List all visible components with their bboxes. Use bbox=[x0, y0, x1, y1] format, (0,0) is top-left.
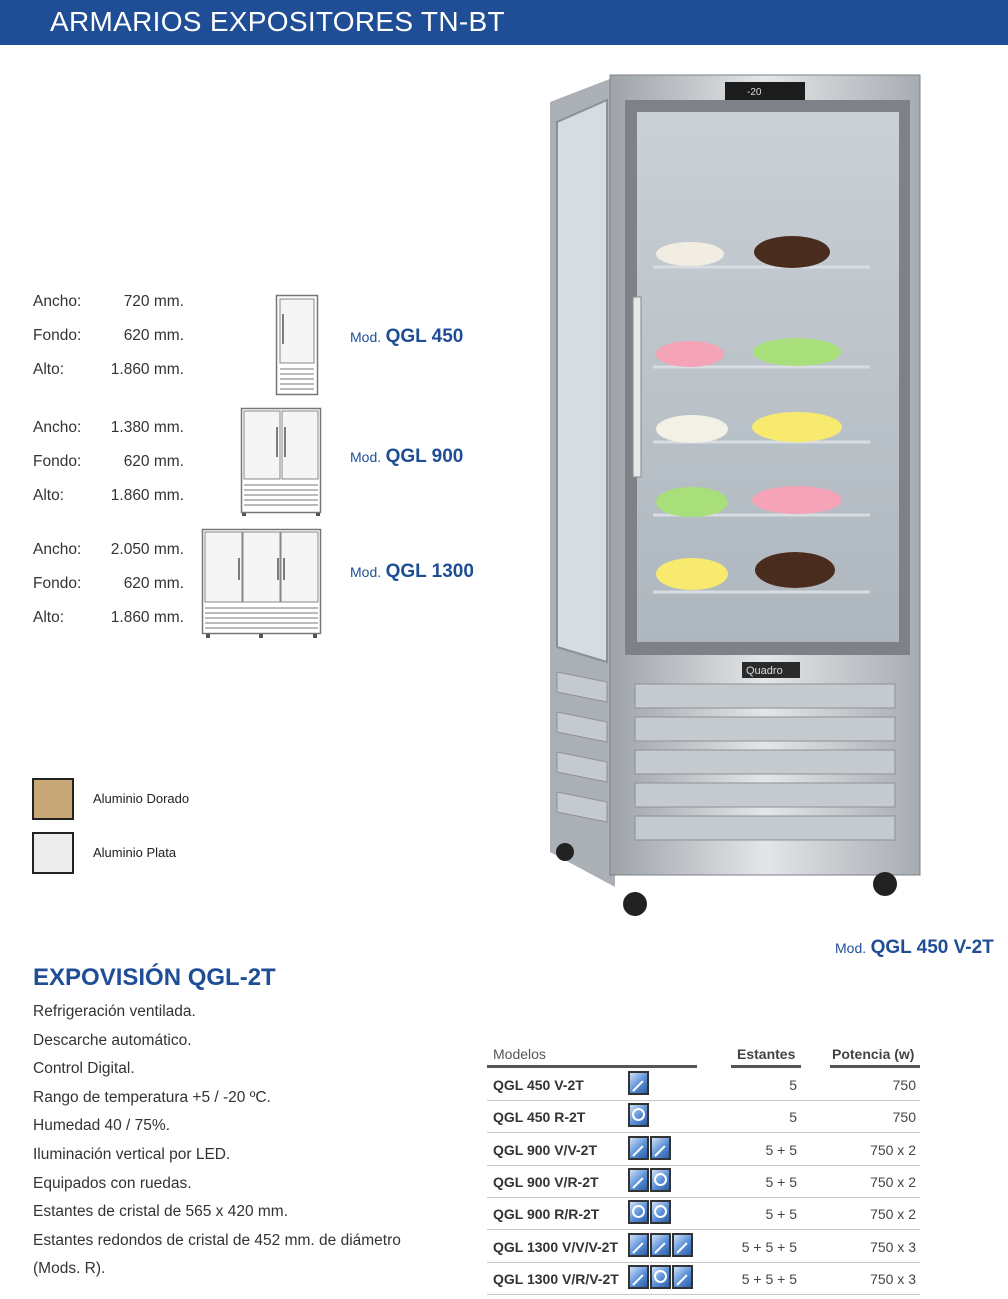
table-cell-model: QGL 1300 V/R/V-2T bbox=[493, 1270, 619, 1287]
product-photo bbox=[545, 72, 925, 922]
finish-swatch-silver bbox=[32, 832, 74, 874]
table-cell-shelves: 5 + 5 bbox=[765, 1141, 797, 1158]
spec-depth: Fondo: 620 mm. bbox=[33, 327, 184, 344]
spec-width: Ancho: 1.380 mm. bbox=[33, 419, 184, 436]
row-divider bbox=[487, 1294, 920, 1295]
finish-swatch-gold bbox=[32, 778, 74, 820]
table-cell-power: 750 x 2 bbox=[870, 1173, 916, 1190]
spec-width: Ancho: 720 mm. bbox=[33, 293, 184, 310]
feature-item: Refrigeración ventilada. bbox=[33, 1003, 196, 1020]
spec-depth: Fondo: 620 mm. bbox=[33, 453, 184, 470]
model-tag-qgl-450-v-2t: Mod. QGL 450 V-2T bbox=[835, 937, 994, 958]
row-divider bbox=[487, 1132, 920, 1133]
door-config-icons bbox=[628, 1233, 693, 1257]
finish-label: Aluminio Plata bbox=[93, 845, 177, 860]
cabinet-1-door-thumbnail bbox=[275, 294, 319, 398]
cabinet-3-door-thumbnail bbox=[201, 528, 322, 640]
table-cell-shelves: 5 bbox=[789, 1109, 797, 1126]
table-cell-shelves: 5 bbox=[789, 1077, 797, 1093]
row-divider bbox=[487, 1165, 920, 1166]
round-shelf-door-icon bbox=[650, 1200, 671, 1224]
model-tag-qgl-1300: Mod. QGL 1300 bbox=[350, 561, 474, 582]
feature-item: Estantes de cristal de 565 x 420 mm. bbox=[33, 1203, 289, 1221]
door-config-icons bbox=[628, 1200, 671, 1224]
table-cell-shelves: 5 + 5 bbox=[765, 1173, 797, 1190]
table-cell-power: 750 x 3 bbox=[870, 1270, 916, 1287]
feature-item: Descarche automático. bbox=[33, 1031, 192, 1049]
door-config-icons bbox=[628, 1103, 649, 1127]
round-shelf-door-icon bbox=[650, 1265, 671, 1289]
straight-glass-door-icon bbox=[650, 1233, 671, 1257]
table-cell-power: 750 x 2 bbox=[870, 1141, 916, 1158]
feature-item: Estantes redondos de cristal de 452 mm. de diámetro bbox=[33, 1231, 401, 1249]
table-cell-power: 750 bbox=[892, 1077, 916, 1093]
table-header-rule bbox=[830, 1065, 920, 1068]
feature-item: Humedad 40 / 75%. bbox=[33, 1117, 171, 1135]
brand-logo: Quadro bbox=[746, 665, 783, 677]
features-list bbox=[33, 998, 453, 1284]
spec-width: Ancho: 2.050 mm. bbox=[33, 541, 184, 558]
straight-glass-door-icon bbox=[628, 1071, 649, 1095]
table-cell-model: QGL 1300 V/V/V-2T bbox=[493, 1238, 619, 1255]
header-bar bbox=[0, 0, 1008, 45]
table-cell-model: QGL 900 R/R-2T bbox=[493, 1206, 600, 1223]
finish-label: Aluminio Dorado bbox=[93, 791, 190, 806]
feature-item: (Mods. R). bbox=[33, 1260, 106, 1278]
round-shelf-door-icon bbox=[628, 1200, 649, 1224]
table-cell-shelves: 5 + 5 bbox=[765, 1206, 797, 1223]
door-config-icons bbox=[628, 1168, 671, 1192]
spec-height: Alto: 1.860 mm. bbox=[33, 487, 184, 504]
straight-glass-door-icon bbox=[628, 1265, 649, 1289]
page-title: ARMARIOS EXPOSITORES TN-BT bbox=[50, 6, 505, 37]
table-header-models: Modelos bbox=[493, 1046, 546, 1062]
table-cell-model: QGL 900 V/R-2T bbox=[493, 1173, 599, 1190]
spec-height: Alto: 1.860 mm. bbox=[33, 609, 184, 626]
table-header-rule bbox=[487, 1065, 697, 1068]
model-tag-qgl-900: Mod. QGL 900 bbox=[350, 446, 464, 467]
spec-depth: Fondo: 620 mm. bbox=[33, 575, 184, 592]
table-cell-shelves: 5 + 5 + 5 bbox=[741, 1238, 797, 1255]
straight-glass-door-icon bbox=[672, 1265, 693, 1289]
table-cell-power: 750 x 2 bbox=[870, 1206, 916, 1223]
feature-item: Equipados con ruedas. bbox=[33, 1174, 192, 1192]
straight-glass-door-icon bbox=[672, 1233, 693, 1257]
row-divider bbox=[487, 1197, 920, 1198]
table-header-shelves: Estantes bbox=[737, 1046, 796, 1062]
temperature-display: -20 bbox=[747, 87, 762, 98]
door-config-icons bbox=[628, 1265, 693, 1289]
cabinet-2-door-thumbnail bbox=[240, 407, 322, 517]
table-header-rule bbox=[731, 1065, 801, 1068]
table-cell-model: QGL 450 R-2T bbox=[493, 1109, 586, 1126]
spec-height: Alto: 1.860 mm. bbox=[33, 361, 184, 378]
table-cell-model: QGL 900 V/V-2T bbox=[493, 1141, 598, 1158]
door-config-icons bbox=[628, 1136, 671, 1160]
feature-item: Control Digital. bbox=[33, 1060, 135, 1078]
straight-glass-door-icon bbox=[650, 1136, 671, 1160]
straight-glass-door-icon bbox=[628, 1136, 649, 1160]
round-shelf-door-icon bbox=[650, 1168, 671, 1192]
row-divider bbox=[487, 1100, 920, 1101]
table-header-power: Potencia (w) bbox=[832, 1046, 915, 1062]
row-divider bbox=[487, 1229, 920, 1230]
section-title: EXPOVISIÓN QGL-2T bbox=[33, 964, 276, 991]
table-cell-power: 750 x 3 bbox=[870, 1238, 916, 1255]
feature-item: Rango de temperatura +5 / -20 ºC. bbox=[33, 1088, 271, 1106]
feature-item: Iluminación vertical por LED. bbox=[33, 1145, 231, 1163]
table-cell-model: QGL 450 V-2T bbox=[493, 1077, 584, 1093]
straight-glass-door-icon bbox=[628, 1233, 649, 1257]
table-cell-shelves: 5 + 5 + 5 bbox=[741, 1270, 797, 1287]
model-tag-qgl-450: Mod. QGL 450 bbox=[350, 326, 464, 347]
straight-glass-door-icon bbox=[628, 1168, 649, 1192]
door-config-icons bbox=[628, 1071, 649, 1095]
round-shelf-door-icon bbox=[628, 1103, 649, 1127]
table-cell-power: 750 bbox=[892, 1109, 916, 1126]
row-divider bbox=[487, 1262, 920, 1263]
